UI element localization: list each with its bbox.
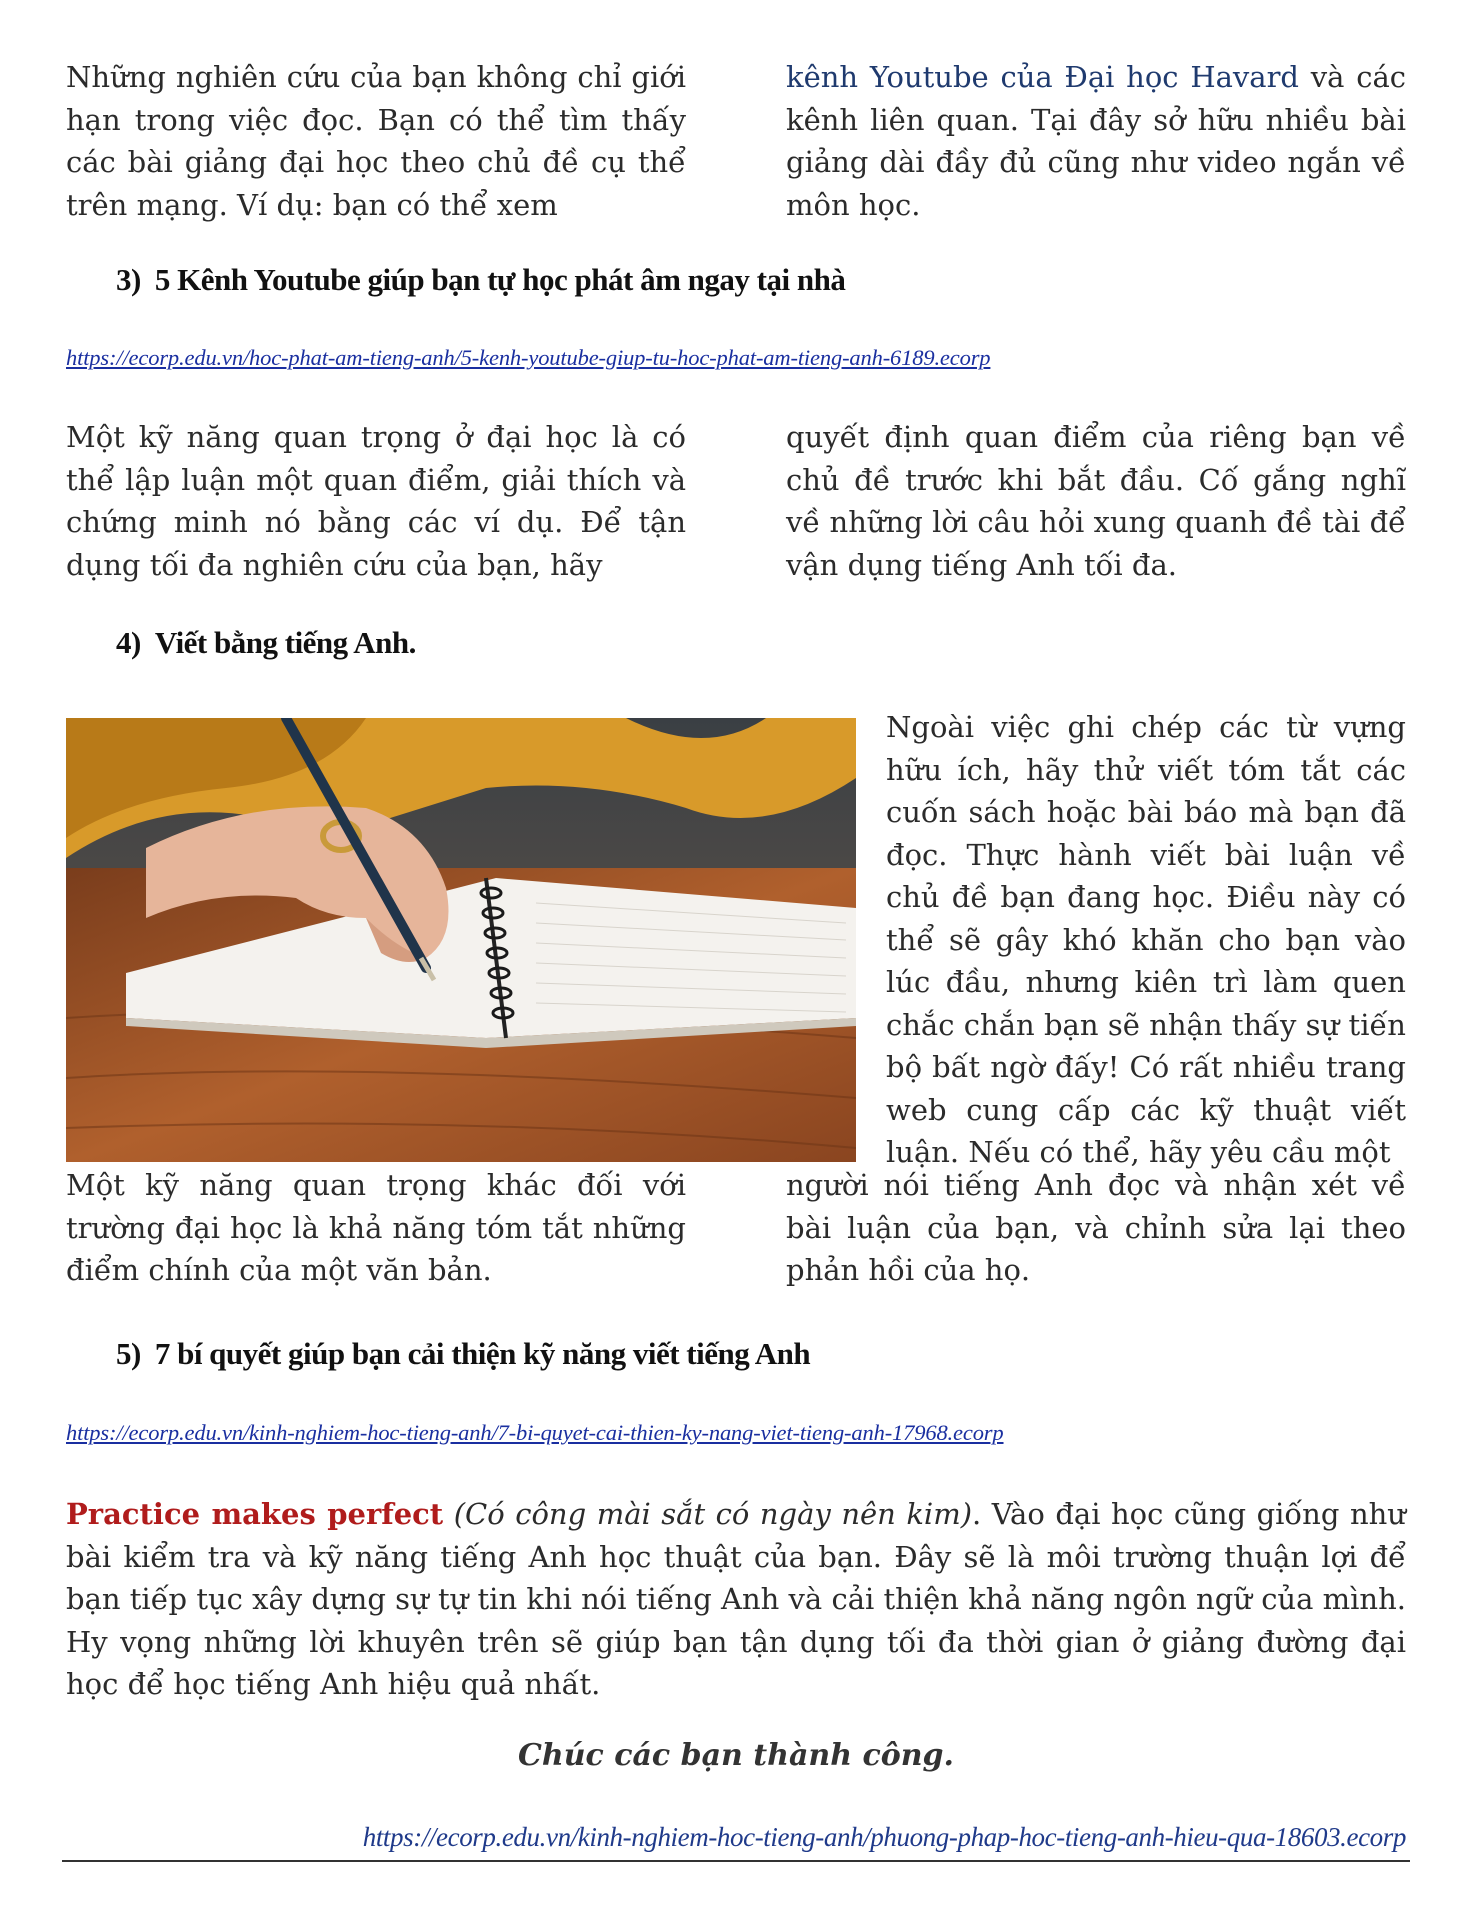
section-4-number: 4) [116, 625, 141, 660]
section-5-link[interactable]: https://ecorp.edu.vn/kinh-nghiem-hoc-tieng-anh/7-bi-quyet-cai-thien-ky-nang-viet-tieng-anh-17968.ecorp [66, 1420, 1004, 1445]
footer-link[interactable]: https://ecorp.edu.vn/kinh-nghiem-hoc-tieng-anh/phuong-phap-hoc-tieng-anh-hieu-qua-18603.ecorp [362, 1822, 1406, 1852]
section-4-right-continued: người nói tiếng Anh đọc và nhận xét về bài luận của bạn, và chỉnh sửa lại theo phản hồi của họ. [786, 1168, 1406, 1287]
section-3-left-paragraph: Một kỹ năng quan trọng ở đại học là có thể lập luận một quan điểm, giải thích và chứng minh nó bằng các ví dụ. Để tận dụng tối đa nghiên cứu của bạn, hãy [66, 420, 686, 582]
harvard-youtube-mention: kênh Youtube của Đại học Havard [786, 60, 1299, 94]
intro-left-paragraph: Những nghiên cứu của bạn không chỉ giới hạn trong việc đọc. Bạn có thể tìm thấy các bài giảng đại học theo chủ đề cụ thể trên mạng. Ví dụ: bạn có thể xem [66, 60, 686, 222]
intro-right-paragraph [786, 56, 1406, 226]
section-4-right-paragraph: Ngoài việc ghi chép các từ vựng hữu ích, hãy thử viết tóm tắt các cuốn sách hoặc bài báo mà bạn đã đọc. Thực hành viết bài luận về chủ đề bạn đang học. Điều này có thể sẽ gây khó khăn cho bạn vào lúc đầu, nhưng kiên trì làm quen chắc chắn bạn sẽ nhận thấy sự tiến bộ bất ngờ đấy! Có rất nhiều trang web cung cấp các kỹ thuật viết luận. Nếu có thể, hãy yêu cầu một [886, 710, 1406, 1169]
section-4-heading [116, 625, 416, 661]
section-5-title: 7 bí quyết giúp bạn cải thiện kỹ năng viết tiếng Anh [154, 1336, 811, 1371]
section-3-title: 5 Kênh Youtube giúp bạn tự học phát âm ngay tại nhà [154, 262, 846, 297]
closing-line: Chúc các bạn thành công. [518, 1738, 954, 1773]
section-3-link[interactable]: https://ecorp.edu.vn/hoc-phat-am-tieng-anh/5-kenh-youtube-giup-tu-hoc-phat-am-tieng-anh-6189.ecorp [66, 345, 991, 370]
section-4-title: Viết bằng tiếng Anh. [154, 625, 416, 660]
section-4-left-paragraph: Một kỹ năng quan trọng khác đối với trường đại học là khả năng tóm tắt những điểm chính của một văn bản. [66, 1168, 686, 1287]
practice-makes-perfect: Practice makes perfect [66, 1497, 444, 1531]
section-5-number: 5) [116, 1336, 141, 1371]
section-3-heading [116, 262, 845, 298]
intro-right-text: và các kênh liên quan. Tại đây sở hữu nhiều bài giảng dài đầy đủ cũng như video ngắn về môn học. [786, 60, 1406, 222]
proverb-translation: (Có công mài sắt có ngày nên kim) [443, 1497, 973, 1531]
conclusion-text: . Vào đại học cũng giống như bài kiểm tra và kỹ năng tiếng Anh học thuật của bạn. Đây sẽ là môi trường thuận lợi để bạn tiếp tục xây dựng sự tự tin khi nói tiếng Anh và cải thiện khả năng ngôn ngữ của mình. Hy vọng những lời khuyên trên sẽ giúp bạn tận dụng tối đa thời gian ở giảng đường đại học để học tiếng Anh hiệu quả nhất. [66, 1497, 1406, 1701]
conclusion-paragraph [66, 1493, 1406, 1706]
section-5-heading [116, 1336, 810, 1372]
footer-divider [62, 1860, 1410, 1862]
section-3-right-paragraph: quyết định quan điểm của riêng bạn về chủ đề trước khi bắt đầu. Cố gắng nghĩ về những lời câu hỏi xung quanh đề tài để vận dụng tiếng Anh tối đa. [786, 420, 1406, 582]
hand-writing-notebook-photo-icon [66, 718, 856, 1162]
section-3-number: 3) [116, 262, 141, 297]
